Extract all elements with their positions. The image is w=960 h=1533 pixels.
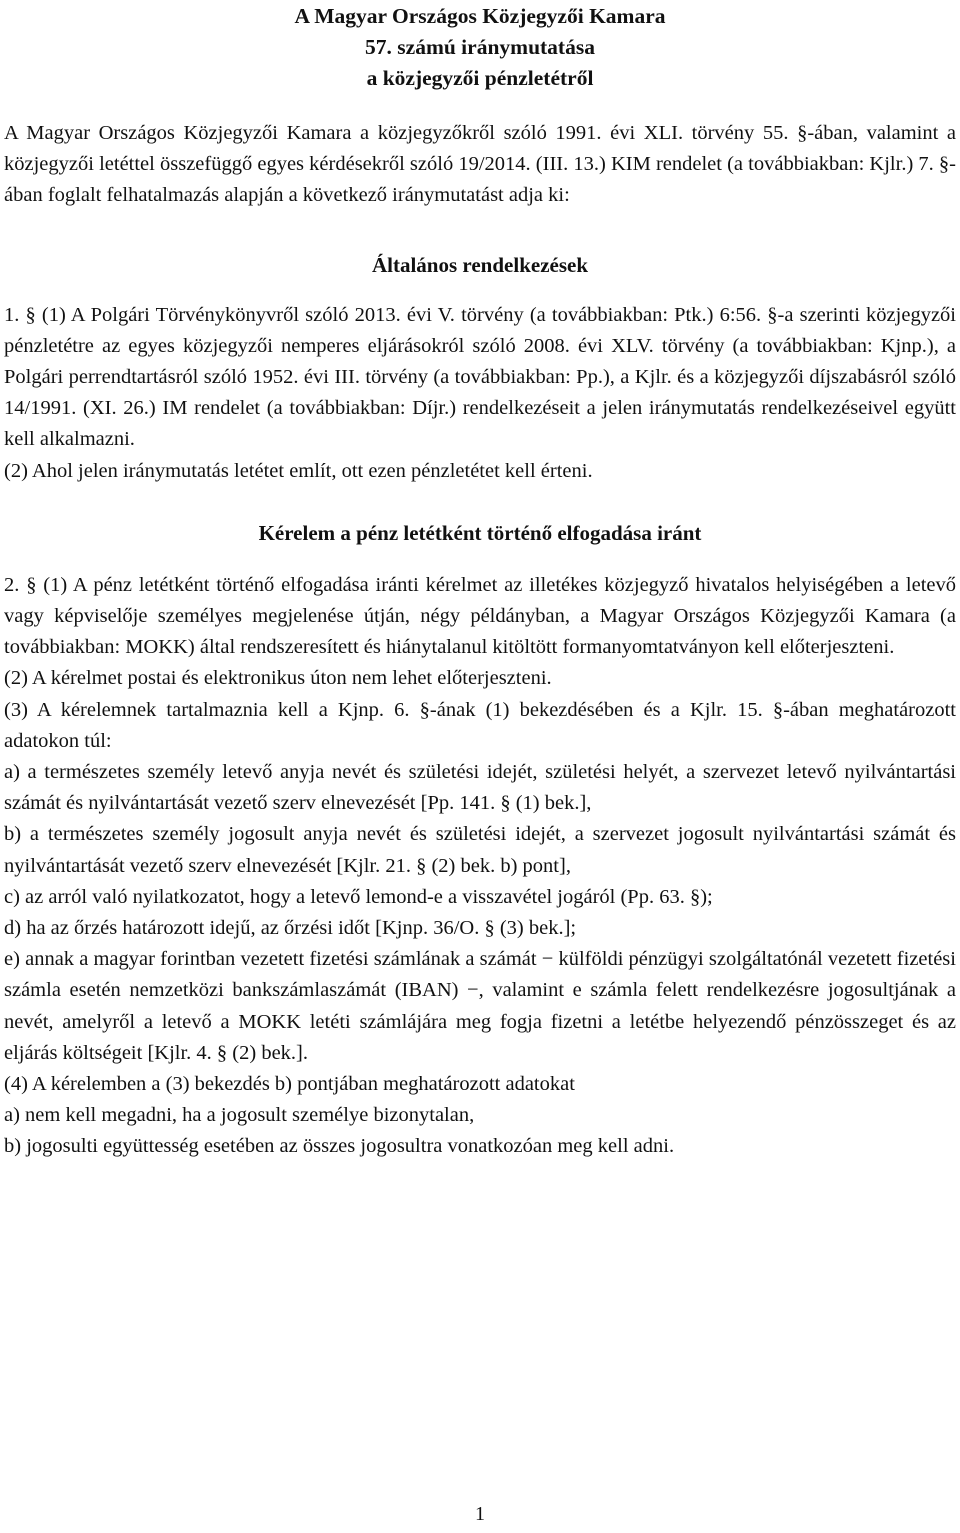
paragraph-2-3-d: d) ha az őrzés határozott idejű, az őrzési időt [Kjnp. 36/O. § (3) bek.]; [4,917,577,940]
header-line-subject: a közjegyzői pénzletétről [366,66,594,90]
section-title-request: Kérelem a pénz letétként történő elfogadása iránt [258,520,702,545]
document-page [4,0,956,1163]
paragraph-2-3: (3) A kérelemnek tartalmaznia kell a Kjnp. 6. §-ának (1) bekezdésében és a Kjlr. 15. §-ában meghatározott adatokon túl: [4,698,956,752]
paragraph-2-3-b: b) a természetes személy jogosult anyja nevét és születési idejét, a szervezet jogosult nyilvántartási számát és nyilvántartását vezető szerv elnevezését [Kjlr. 21. § (2) bek. b) pont], [4,823,956,877]
section-title-general: Általános rendelkezések [371,252,589,277]
header-line-institution: A Magyar Országos Közjegyzői Kamara [294,4,666,28]
page-number: 1 [475,1503,485,1525]
document-header [4,0,956,94]
paragraph-1-2: (2) Ahol jelen iránymutatás letétet említ, ott ezen pénzletétet kell érteni. [4,459,593,482]
paragraph-2-4-b: b) jogosulti együttesség esetében az összes jogosultra vonatkozóan meg kell adni. [4,1135,675,1158]
paragraph-2-3-e: e) annak a magyar forintban vezetett fizetési számlának a számát − külföldi pénzügyi szolgáltatónál vezetett fizetési számla esetén nemzetközi bankszámlaszámát (IBAN) −, valamint e számla felett rendelkezésre jogosultjának a nevét, amelyről a letevő a MOKK letéti számlájára meg fogja fizetni a letétbe helyezendő pénzösszeget és az eljárás költségeit [Kjlr. 4. § (2) bek.]. [4,948,956,1064]
paragraph-2-1: 2. § (1) A pénz letétként történő elfogadása iránti kérelmet az illetékes közjegyző hivatalos helyiségében a letevő vagy képviselője személyes megjelenése útján, négy példányban, a Magyar Országos Közjegyzői Kamara (a továbbiakban: MOKK) által rendszeresített és hiánytalanul kitöltött formanyomtatványon kell előterjeszteni. [4,573,956,659]
paragraph-2-4-a: a) nem kell megadni, ha a jogosult személye bizonytalan, [4,1104,475,1127]
paragraph-2-3-c: c) az arról való nyilatkozatot, hogy a letevő lemond-e a visszavétel jogáról (Pp. 63. §); [4,885,713,908]
header-line-number: 57. számú iránymutatása [365,35,595,59]
intro-paragraph: A Magyar Országos Közjegyzői Kamara a közjegyzőkről szóló 1991. évi XLI. törvény 55. §-ában, valamint a közjegyzői letéttel összefüggő egyes kérdésekről szóló 19/2014. (III. 13.) KIM rendelet (a továbbiakban: Kjlr.) 7. §-ában foglalt felhatalmazás alapján a következő iránymutatást adja ki: [4,122,956,207]
paragraph-2-3-a: a) a természetes személy letevő anyja nevét és születési idejét, születési helyét, a szervezet letevő nyilvántartási számát és nyilvántartását vezető szerv elnevezését [Pp. 141. § (1) bek.], [4,761,956,815]
paragraph-2-2: (2) A kérelmet postai és elektronikus úton nem lehet előterjeszteni. [4,667,552,690]
paragraph-2-4: (4) A kérelemben a (3) bekezdés b) pontjában meghatározott adatokat [4,1073,575,1096]
paragraph-1-1: 1. § (1) A Polgári Törvénykönyvről szóló 2013. évi V. törvény (a továbbiakban: Ptk.) 6:56. §-a szerinti közjegyzői pénzletétre az egyes közjegyzői nemperes eljárásokról szóló 2008. évi XLV. törvény (a továbbiakban: Kjnp.), a Polgári perrendtartásról szóló 1952. évi III. törvény (a továbbiakban: Pp.), a Kjlr. és a közjegyzői díjszabásról szóló 14/1991. (XI. 26.) IM rendelet (a továbbiakban: Díjr.) rendelkezéseit a jelen iránymutatás rendelkezéseivel együtt kell alkalmazni. [4,303,956,451]
